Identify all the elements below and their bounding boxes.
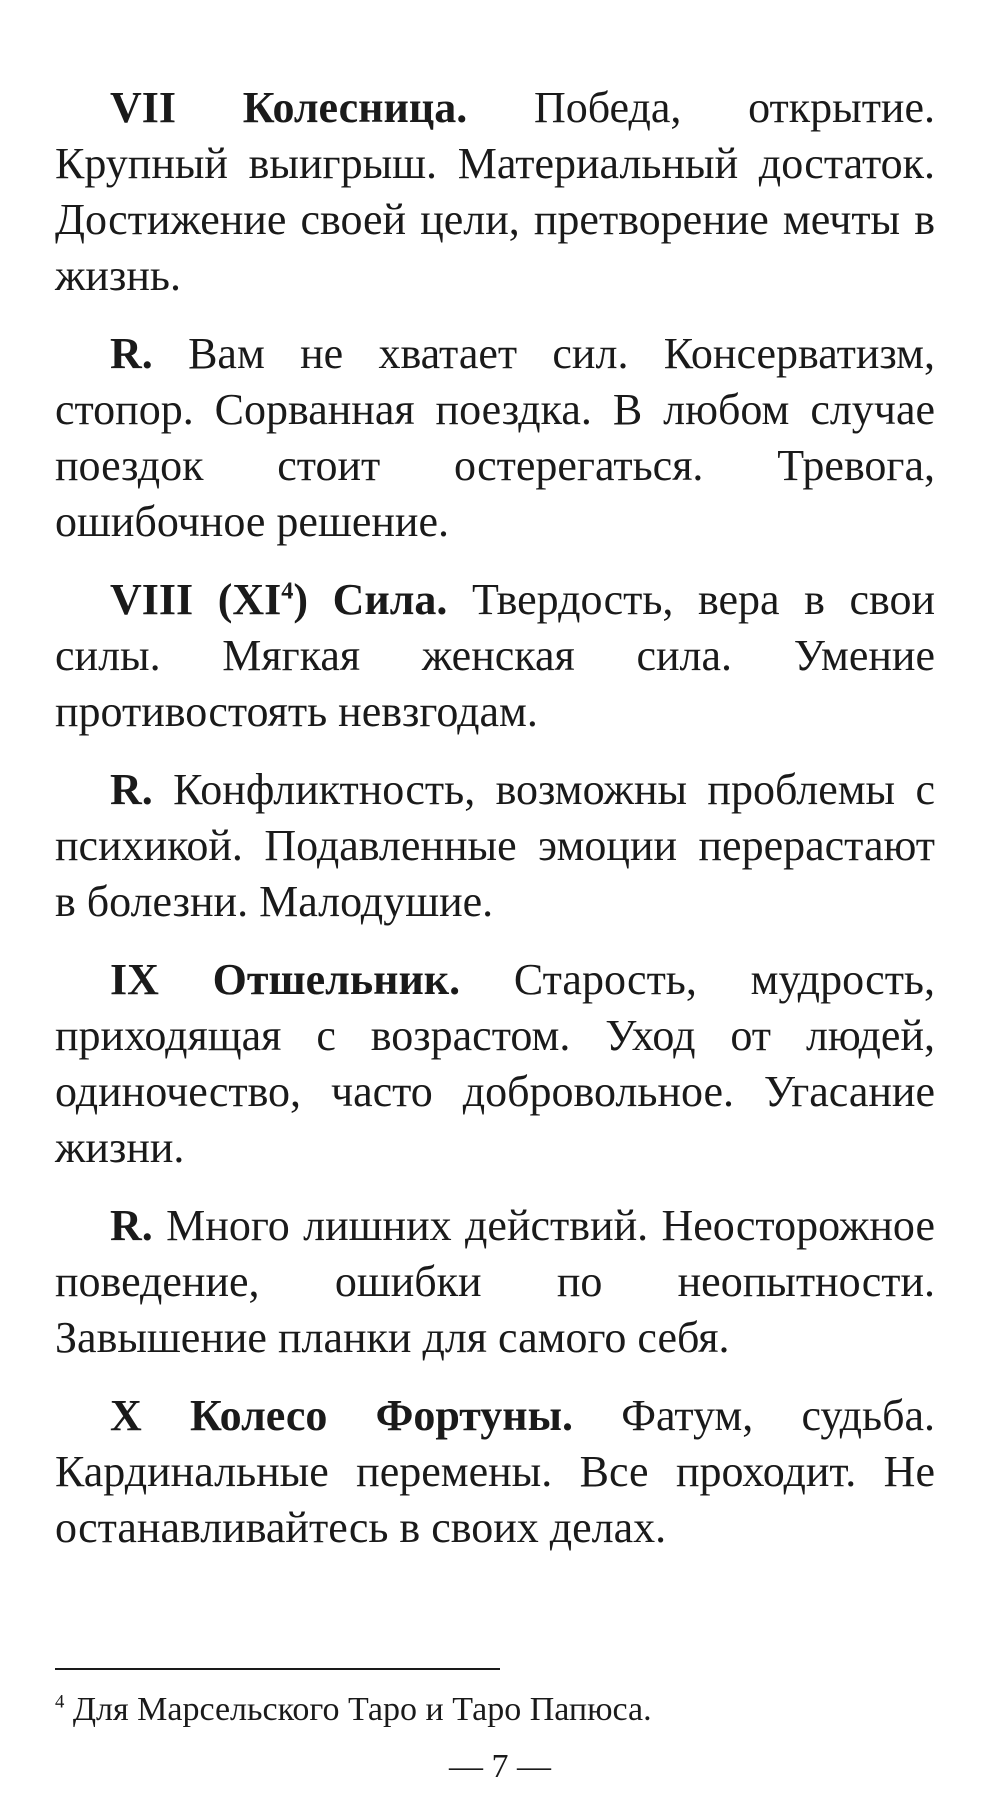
entry-text: Много лишних действий. Неосторожное поведение, ошибки по неопытности. Завышение планки для самого себя. (55, 1201, 935, 1362)
page-body (55, 80, 935, 1578)
footnote (55, 1688, 652, 1732)
entry-text: Твердость, вера в свои силы. Мягкая женская сила. Умение противостоять невзгодам. (55, 575, 935, 736)
page-number: — 7 — (449, 1748, 551, 1785)
entry-text: Конфликтность, возможны проблемы с психикой. Подавленные эмоции перерастают в болезни. Малодушие. (55, 765, 935, 926)
entry-strength (55, 572, 935, 740)
footnote-text: Для Марсельского Таро и Таро Папюса. (64, 1691, 652, 1728)
entry-title: R. (110, 1201, 153, 1250)
entry-text: Вам не хватает сил. Консерватизм, стопор. Сорванная поездка. В любом случае поездок стоит остерегаться. Тревога, ошибочное решение. (55, 329, 935, 546)
entry-text: Победа, открытие. Крупный выигрыш. Материальный достаток. Достижение своей цели, претворение мечты в жизнь. (55, 83, 935, 300)
entry-text: Фатум, судьба. Кардинальные перемены. Все проходит. Не останавливайтесь в своих делах. (55, 1391, 935, 1552)
entry-hermit (55, 952, 935, 1176)
entry-text: Старость, мудрость, приходящая с возрастом. Уход от людей, одиночество, часто добровольное. Угасание жизни. (55, 955, 935, 1172)
entry-chariot-reversed (55, 326, 935, 550)
entry-title: VII Колесница. (110, 83, 468, 132)
entry-wheel-of-fortune (55, 1388, 935, 1556)
entry-title: R. (110, 765, 153, 814)
entry-strength-reversed (55, 762, 935, 930)
footnote-marker: 4 (55, 1691, 65, 1713)
entry-chariot (55, 80, 935, 304)
entry-hermit-reversed (55, 1198, 935, 1366)
entry-title-part: VIII (XI (110, 575, 282, 624)
entry-title (110, 575, 447, 624)
footnote-reference: 4 (281, 577, 294, 605)
entry-title: R. (110, 329, 153, 378)
entry-title: X Колесо Фортуны. (110, 1391, 573, 1440)
entry-title: IX Отшельник. (110, 955, 461, 1004)
entry-title-part: ) Сила. (293, 575, 448, 624)
footnote-divider (55, 1668, 500, 1670)
